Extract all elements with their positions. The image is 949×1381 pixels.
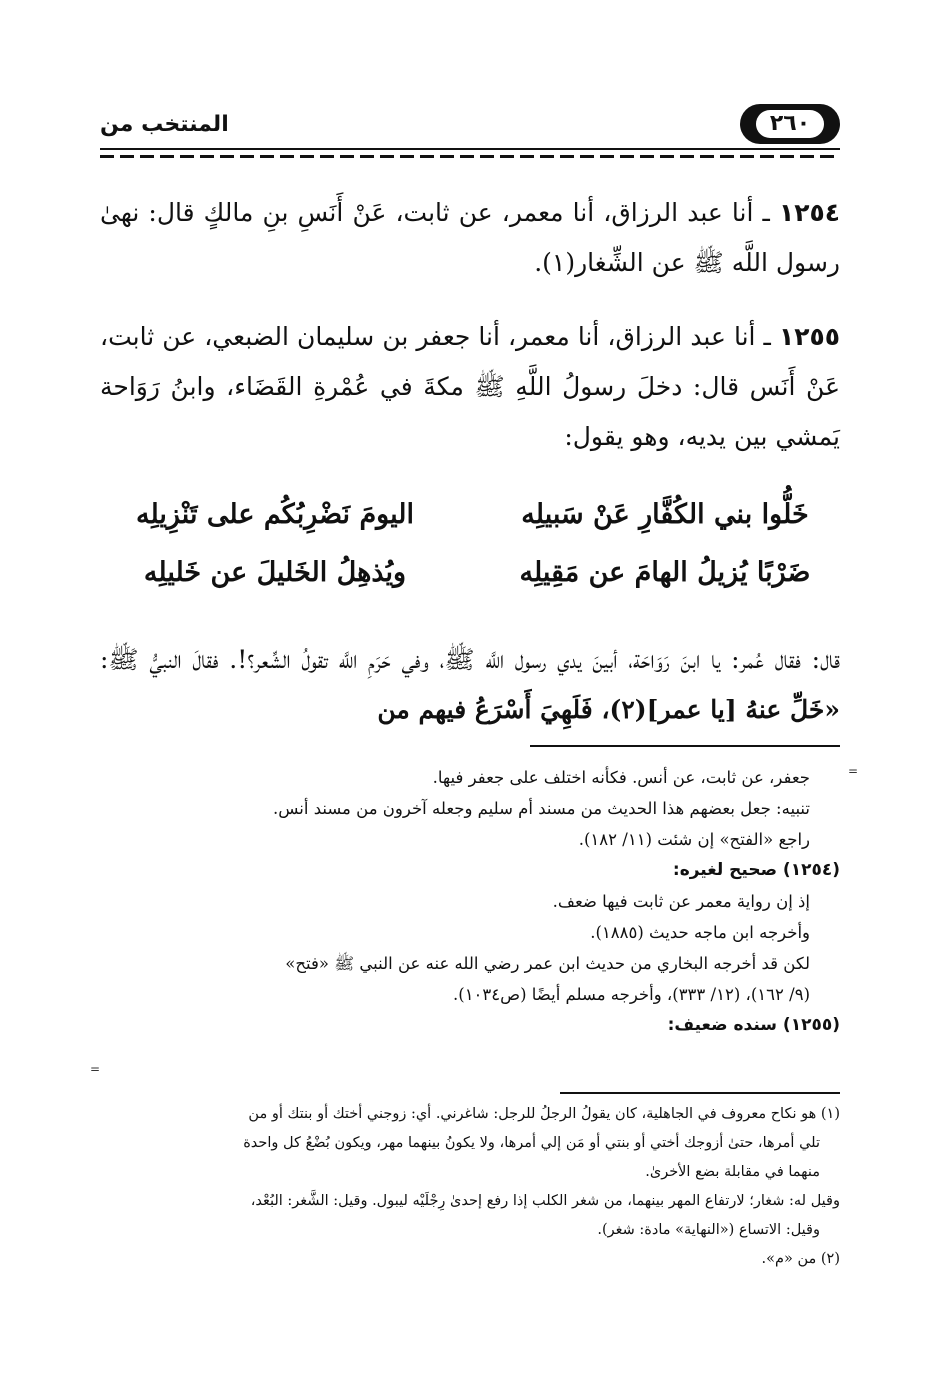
notes-separator — [530, 745, 840, 747]
footnotes-separator — [560, 1092, 840, 1094]
poem-line — [100, 485, 840, 543]
poem-hemistich: ويُذهِلُ الخَليلَ عن خَليلِه — [143, 556, 407, 588]
footnotes — [100, 1100, 840, 1274]
note-line: وأخرجه ابن ماجه حديث (١٨٨٥). — [590, 923, 810, 942]
running-title: المنتخب من — [100, 112, 229, 137]
margin-mark: = — [848, 764, 859, 778]
note-line: جعفر، عن ثابت، عن أنس. فكأنه اختلف على جعفر فيها. — [432, 768, 810, 787]
footnote-line: وقيل له: شغار؛ لارتفاع المهر بينهما، من شغر الكلب إذا رفع إحدىٰ رِجْلَيْه ليبول. وقيل: الشَّغر: البُعْد، — [250, 1193, 840, 1209]
poem-hemistich: اليومَ نَضْرِبُكُم على تَنْزِيلِه — [135, 498, 414, 530]
poem-hemistich: خَلُّوا بني الكُفَّارِ عَنْ سَبيلِه — [521, 498, 809, 530]
footnote-line: وقيل: الاتساع («النهاية» مادة: شغر). — [597, 1222, 820, 1238]
hadith-text: ـ أنا عبد الرزاق، أنا معمر، عن ثابت، عَنْ أَنَسِ بنِ مالكٍ قال: نهىٰ رسول اللَّه ﷺ عن الشِّغار(١). — [100, 198, 840, 277]
note-line: تنبيه: جعل بعضهم هذا الحديث من مسند أم سليم وجعله آخرون من مسند أنس. — [273, 799, 810, 818]
footnote-line: (١) هو نكاح معروف في الجاهلية، كان يقولُ الرجلُ للرجل: شاغرني. أي: زوجني أختك أو بنتك أو من — [248, 1106, 840, 1122]
header-dashed-rule — [100, 155, 840, 158]
grading-heading-1254: (١٢٥٤) صحيح لغيره: — [672, 860, 840, 880]
hadith-text: ـ أنا عبد الرزاق، أنا معمر، أنا جعفر بن سليمان الضبعي، عن ثابت، عَنْ أَنَس قال: دخلَ رسولُ اللَّهِ ﷺ مكةَ في عُمْرةِ القَضَاء، وابنُ رَوَاحة يَمشي بين يديه، وهو يقول: — [100, 322, 840, 451]
poem — [100, 485, 840, 601]
editor-notes — [100, 762, 840, 1041]
continuation-text: قال: فقال عُمر: يا ابنَ رَوَاحَة، أبينَ يدي رسول اللَّه ﷺ، وفي حَرَمِ اللَّه تقولُ الشِّعر؟!. فقالَ النبيُّ ﷺ: — [100, 645, 840, 674]
hadith-1255 — [100, 312, 840, 462]
note-line: راجع «الفتح» إن شئت (١١/ ١٨٢). — [578, 830, 810, 849]
poem-line — [100, 543, 840, 601]
page-header — [100, 100, 840, 150]
margin-mark: = — [90, 1062, 101, 1076]
header-rule — [100, 148, 840, 150]
page-number-badge — [740, 104, 840, 144]
footnote-line: (٢) من «م». — [761, 1251, 840, 1267]
prophet-quote: «خَلِّ عنهُ [يا عمر](٢)، فَلَهِيَ أَسْرَعُ فيهم من — [377, 695, 840, 724]
note-line: (٩/ ١٦٢)، (١٢/ ٣٣٣)، وأخرجه مسلم أيضًا (ص١٠٣٤). — [453, 985, 810, 1004]
hadith-1254 — [100, 188, 840, 288]
note-line: لكن قد أخرجه البخاري من حديث ابن عمر رضي الله عنه عن النبي ﷺ «فتح» — [285, 954, 810, 973]
grading-heading-1255: (١٢٥٥) سنده ضعيف: — [667, 1015, 840, 1035]
page-number: ٢٦٠ — [756, 110, 824, 138]
poem-hemistich: ضَرْبًا يُزيلُ الهامَ عن مَقِيلِه — [519, 556, 811, 588]
hadith-number: ١٢٥٥ — [778, 322, 840, 351]
note-line: إذ إن رواية معمر عن ثابت فيها ضعف. — [552, 892, 810, 911]
footnote-line: منهما في مقابلة بضع الأخرىٰ. — [645, 1164, 820, 1180]
hadith-number: ١٢٥٤ — [778, 198, 840, 227]
continuation-paragraph — [100, 635, 840, 735]
footnote-line: تلي أمرها، حتىٰ أزوجك أختي أو بنتي أو مَن إلي أمرها، ولا يكونُ بينهما مهر، ويكون بُضْعُ كل واحدة — [243, 1135, 820, 1151]
